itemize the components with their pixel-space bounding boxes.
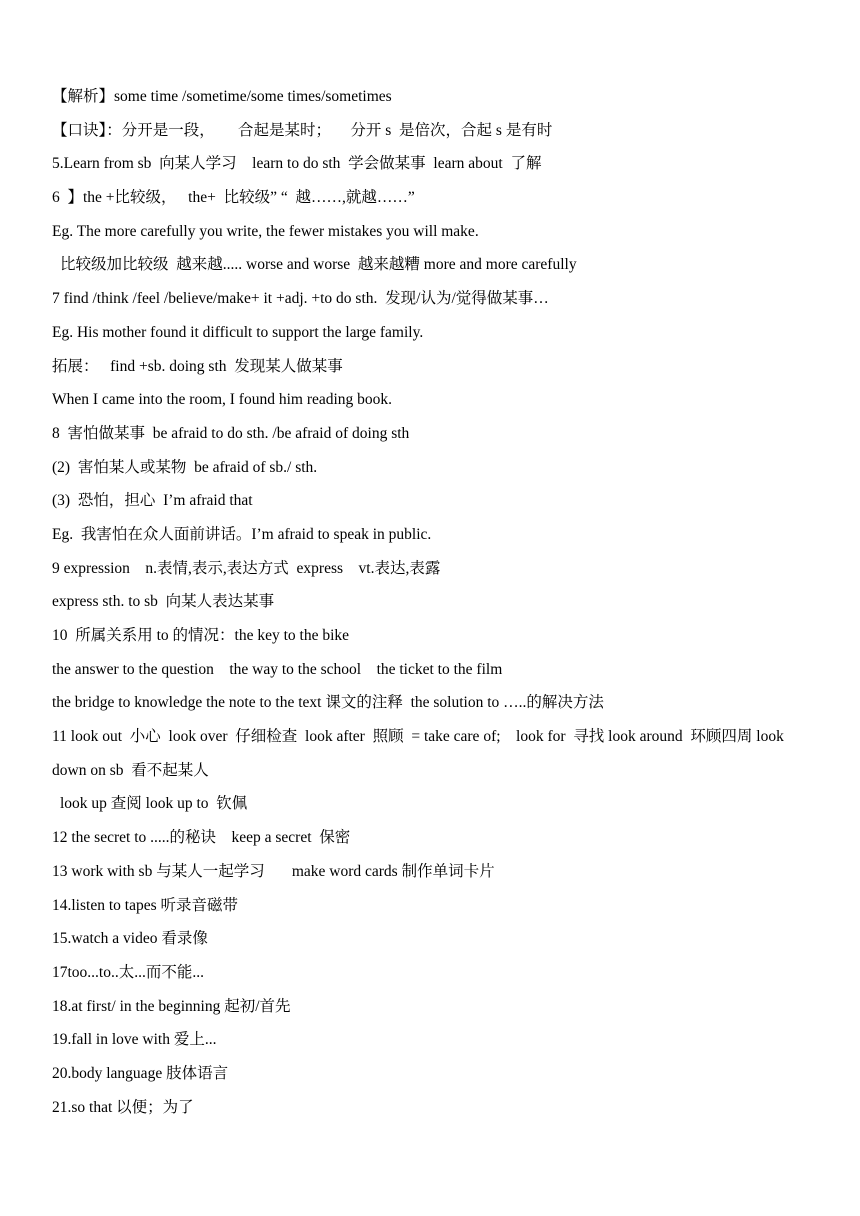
item-10-examples-2: the bridge to knowledge the note to the text 课文的注释 the solution to …..的解决方法 — [52, 694, 604, 712]
item-9-usage: express sth. to sb 向某人表达某事 — [52, 593, 275, 611]
item-12: 12 the secret to .....的秘诀 keep a secret 保密 — [52, 829, 351, 847]
item-15: 15.watch a video 看录像 — [52, 930, 208, 948]
item-5: 5.Learn from sb 向某人学习 learn to do sth 学会做某事 learn about 了解 — [52, 155, 542, 173]
item-11: 11 look out 小心 look over 仔细检查 look after 照顾 = take care of; look for 寻找 look around 环顾四周 look down on sb 看不起某人 — [52, 728, 788, 779]
item-14: 14.listen to tapes 听录音磁带 — [52, 896, 238, 914]
item-7-extension: 拓展： find +sb. doing sth 发现某人做某事 — [52, 357, 343, 375]
item-18: 18.at first/ in the beginning 起初/首先 — [52, 997, 291, 1015]
analysis-line: 【解析】some time /sometime/some times/sometimes — [52, 88, 392, 105]
item-6-example: Eg. The more carefully you write, the fewer mistakes you will make. — [52, 222, 479, 240]
item-20: 20.body language 肢体语言 — [52, 1064, 229, 1082]
item-21: 21.so that 以便；为了 — [52, 1098, 194, 1116]
item-9: 9 expression n.表情,表示,表达方式 express vt.表达,表露 — [52, 559, 441, 577]
item-13: 13 work with sb 与某人一起学习 make word cards 制作单词卡片 — [52, 862, 495, 880]
item-6: 6 】the +比较级， the+ 比较级” “ 越……,就越……” — [52, 189, 415, 207]
item-8: 8 害怕做某事 be afraid to do sth. /be afraid of doing sth — [52, 424, 410, 442]
item-10-examples-1: the answer to the question the way to the school the ticket to the film — [52, 660, 503, 678]
item-19: 19.fall in love with 爱上... — [52, 1031, 217, 1049]
item-7-example: Eg. His mother found it difficult to support the large family. — [52, 323, 424, 341]
item-10: 10 所属关系用 to 的情况：the key to the bike — [52, 627, 350, 644]
item-7-extension-example: When I came into the room, I found him reading book. — [52, 391, 393, 409]
item-8-sub-3: (3) 恐怕，担心 I’m afraid that — [52, 492, 253, 510]
mnemonic-line: 【口诀】：分开是一段， 合起是某时； 分开 s 是倍次，合起 s 是有时 — [52, 121, 553, 139]
item-6-note: 比较级加比较级 越来越..... worse and worse 越来越糟 more and more carefully — [60, 256, 577, 274]
item-8-example: Eg. 我害怕在众人面前讲话。I’m afraid to speak in public. — [52, 525, 432, 543]
document-page — [52, 86, 822, 1130]
item-11-continued: look up 查阅 look up to 钦佩 — [60, 795, 248, 813]
item-8-sub-2: (2) 害怕某人或某物 be afraid of sb./ sth. — [52, 458, 318, 476]
item-7: 7 find /think /feel /believe/make+ it +adj. +to do sth. 发现/认为/觉得做某事… — [52, 290, 549, 308]
item-17: 17too...to..太...而不能... — [52, 963, 204, 981]
